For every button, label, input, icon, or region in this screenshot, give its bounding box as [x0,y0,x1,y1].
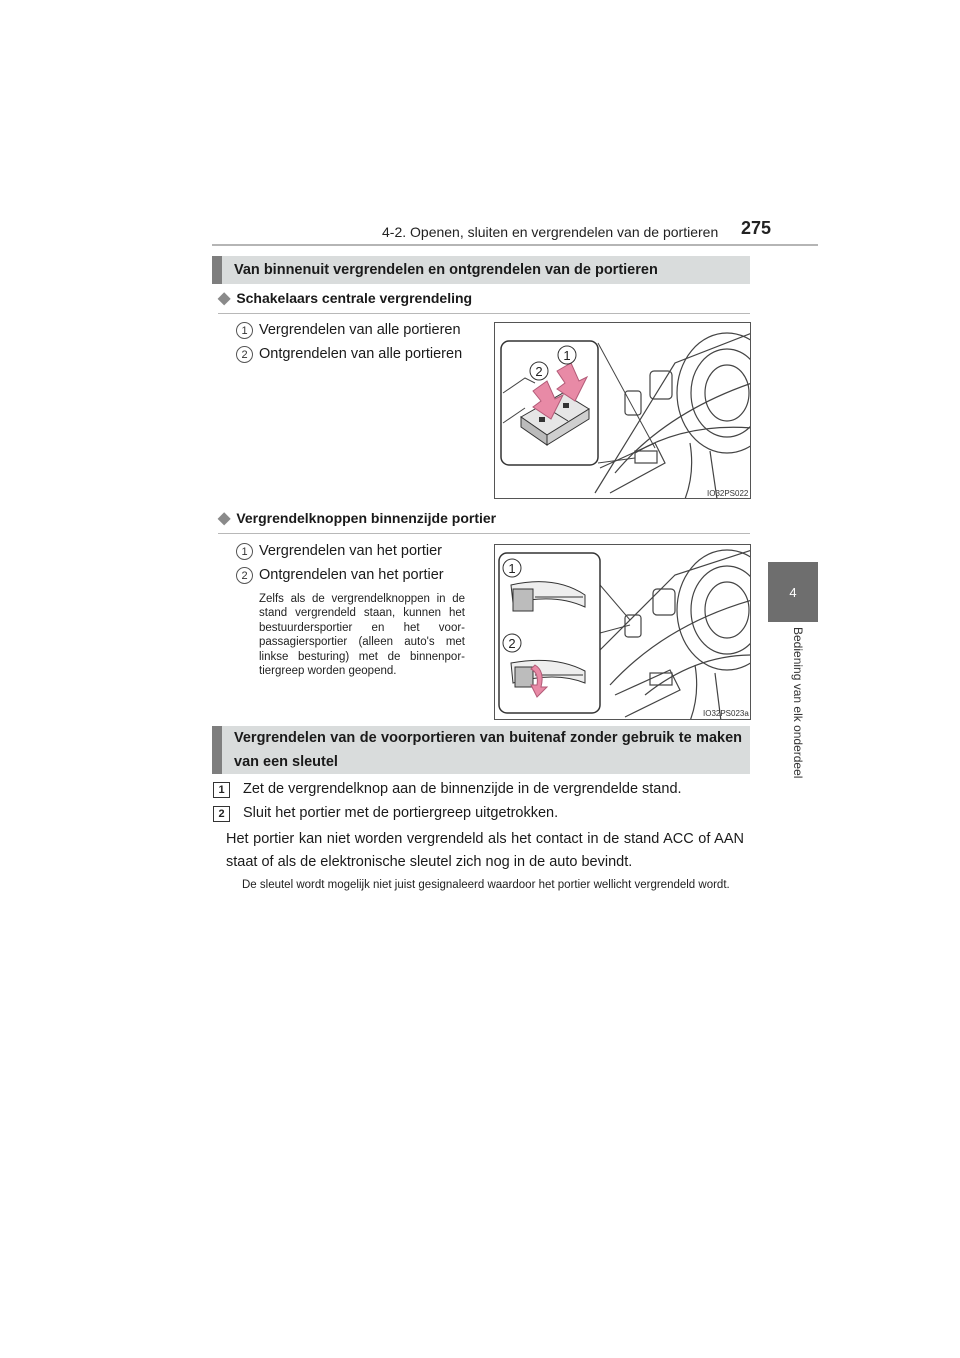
svg-text:1: 1 [508,561,516,576]
chapter-number: 4 [789,584,797,600]
chapter-tab [768,562,818,622]
central-locking-figure [494,322,751,499]
number-badge: 1 [236,543,253,560]
chapter-label-container [783,627,805,800]
number-badge: 1 [236,322,253,339]
door-lock-illustration [495,545,751,720]
number-badge: 2 [236,567,253,584]
diamond-icon: ◆ [218,290,231,307]
section-heading: Vergrendelen van de voorportieren van buitenaf zonder gebruik te maken van een sleutel [212,726,750,774]
running-header: 4-2. Openen, sluiten en vergrendelen van de portieren [382,224,719,240]
body-paragraph: Het portier kan niet worden vergrendeld als het contact in de stand ACC of AAN staat of als de elektronische sleutel zich nog in de auto bevindt. [226,831,744,870]
number-badge: 2 [236,346,253,363]
page-number: 275 [741,218,772,238]
step-number: 2 [213,806,230,822]
central-locking-illustration [495,323,751,499]
door-lock-button-figure [494,544,751,720]
figure-code: IO32PS022 [707,489,749,498]
list-item: Ontgrendelen van het portier [259,567,444,583]
subsection-title: Schakelaars centrale vergrendeling [236,290,473,306]
small-note: De sleutel wordt mogelijk niet juist gesignaleerd waardoor het portier wellicht vergrendeld wordt. [242,879,730,891]
step-number: 1 [213,782,230,798]
header-rule [212,244,818,246]
figure-code: IO32PS023a [703,709,749,718]
section-heading: Van binnenuit vergrendelen en ontgrendelen van de portieren [212,256,750,284]
svg-text:1: 1 [563,348,571,363]
diamond-icon: ◆ [218,510,231,527]
subsection-heading [218,508,750,534]
subsection-heading [218,288,750,314]
list-item: Ontgrendelen van alle portieren [259,346,463,362]
svg-text:2: 2 [508,636,516,651]
step-text: Zet de vergrendelknop aan de binnenzijde in de vergrendelde stand. [243,781,682,797]
note-text: Zelfs als de vergrendelknoppen in de stand vergrendeld staan, kunnen het bestuurdersportier en het voor-passagiersportier (alleen auto's met linkse besturing) met de binnenpor-tiergreep worden geopend. [259,593,465,678]
list-item: Vergrendelen van het portier [259,543,442,559]
step-text: Sluit het portier met de portiergreep uitgetrokken. [243,805,559,821]
svg-text:2: 2 [535,364,543,379]
subsection-title: Vergrendelknoppen binnenzijde portier [236,510,497,526]
list-item: Vergrendelen van alle portieren [259,322,461,338]
chapter-label: Bediening van elk onderdeel [791,627,805,779]
